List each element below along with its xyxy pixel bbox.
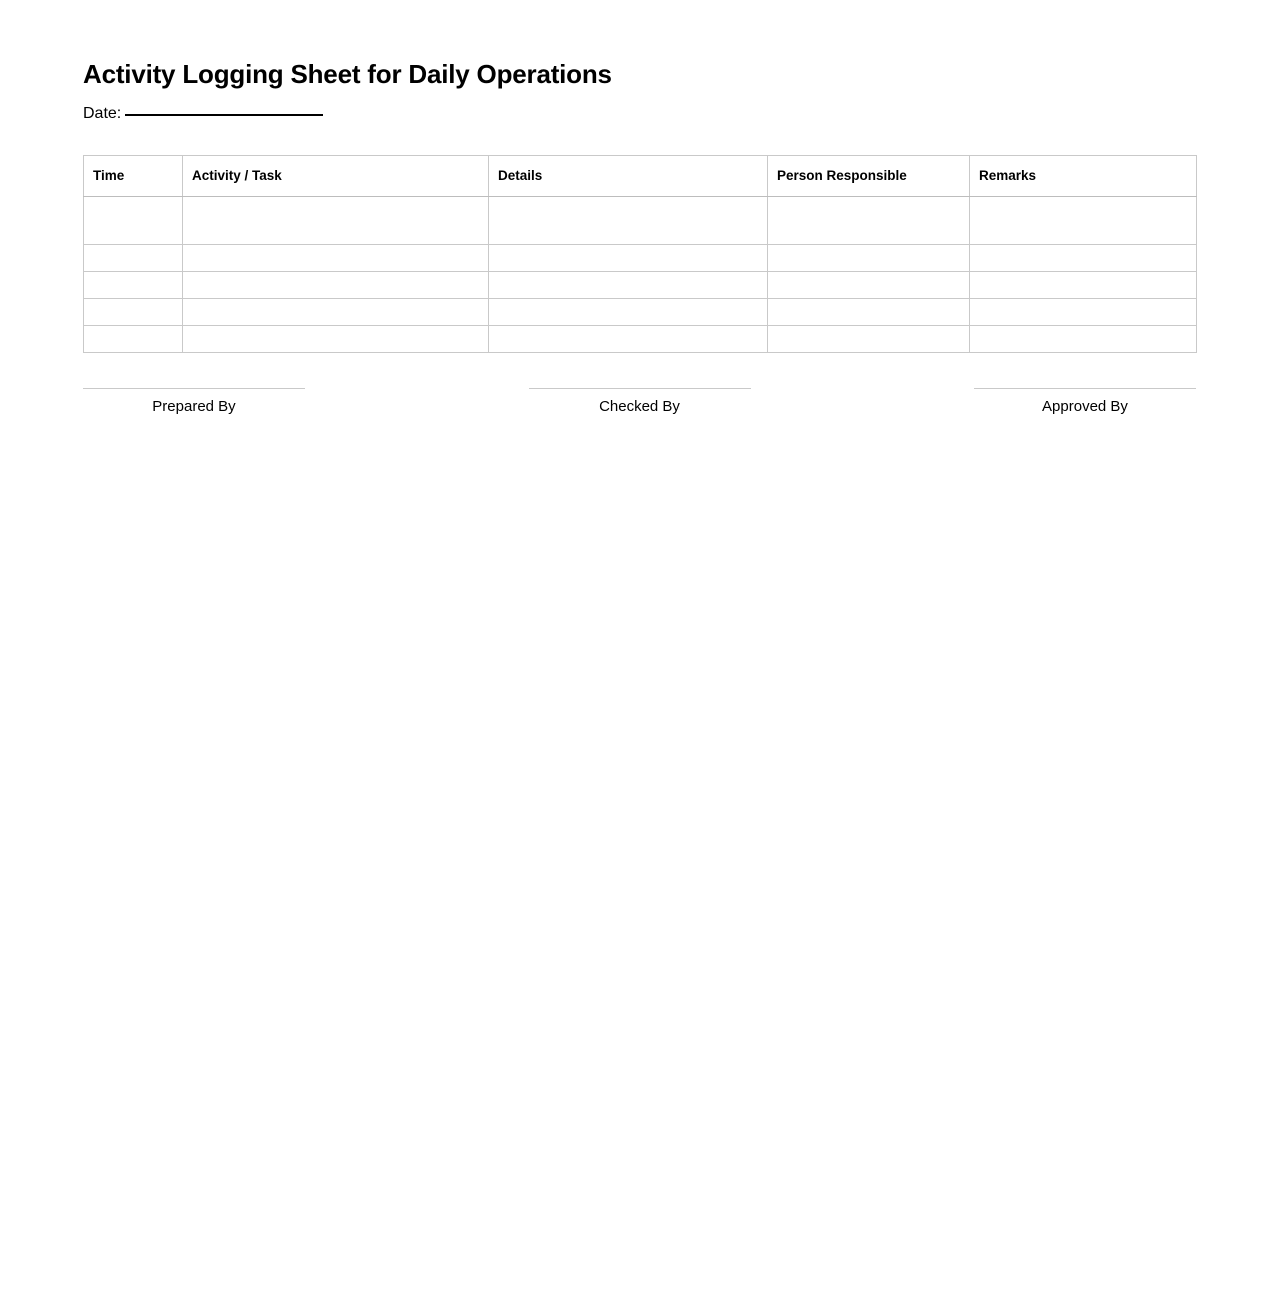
signature-label: Prepared By [152, 398, 236, 415]
cell-person-responsible[interactable] [768, 272, 970, 299]
table-row [84, 197, 1197, 245]
cell-person-responsible[interactable] [768, 197, 970, 245]
signature-line[interactable] [83, 388, 305, 389]
cell-remarks[interactable] [970, 299, 1197, 326]
column-header-person-responsible: Person Responsible [768, 156, 970, 197]
cell-remarks[interactable] [970, 326, 1197, 353]
cell-remarks[interactable] [970, 272, 1197, 299]
cell-person-responsible[interactable] [768, 326, 970, 353]
signature-label: Approved By [1042, 398, 1128, 415]
table-row [84, 299, 1197, 326]
column-header-activity-task: Activity / Task [183, 156, 489, 197]
cell-details[interactable] [489, 245, 768, 272]
column-header-details: Details [489, 156, 768, 197]
page-title: Activity Logging Sheet for Daily Operations [83, 59, 612, 89]
date-label: Date: [83, 105, 122, 122]
table-row [84, 272, 1197, 299]
cell-person-responsible[interactable] [768, 245, 970, 272]
signature-block-checked-by [529, 388, 751, 417]
cell-activity-task[interactable] [183, 299, 489, 326]
cell-activity-task[interactable] [183, 197, 489, 245]
table-header [84, 156, 1197, 197]
cell-activity-task[interactable] [183, 326, 489, 353]
signature-section [83, 388, 1196, 417]
cell-details[interactable] [489, 197, 768, 245]
cell-details[interactable] [489, 299, 768, 326]
cell-remarks[interactable] [970, 197, 1197, 245]
signature-block-prepared-by [83, 388, 305, 417]
table-row [84, 326, 1197, 353]
column-header-time: Time [84, 156, 183, 197]
table-header-row [84, 156, 1197, 197]
signature-block-approved-by [974, 388, 1196, 417]
activity-log-table [83, 155, 1197, 353]
cell-details[interactable] [489, 326, 768, 353]
cell-time[interactable] [84, 299, 183, 326]
cell-time[interactable] [84, 245, 183, 272]
cell-time[interactable] [84, 272, 183, 299]
signature-label: Checked By [599, 398, 680, 415]
cell-time[interactable] [84, 326, 183, 353]
cell-time[interactable] [84, 197, 183, 245]
date-field-row [83, 100, 323, 124]
cell-remarks[interactable] [970, 245, 1197, 272]
table-row [84, 245, 1197, 272]
cell-activity-task[interactable] [183, 245, 489, 272]
cell-details[interactable] [489, 272, 768, 299]
column-header-remarks: Remarks [970, 156, 1197, 197]
cell-person-responsible[interactable] [768, 299, 970, 326]
signature-line[interactable] [974, 388, 1196, 389]
signature-line[interactable] [529, 388, 751, 389]
table-body [84, 197, 1197, 353]
date-input[interactable] [125, 100, 323, 116]
cell-activity-task[interactable] [183, 272, 489, 299]
